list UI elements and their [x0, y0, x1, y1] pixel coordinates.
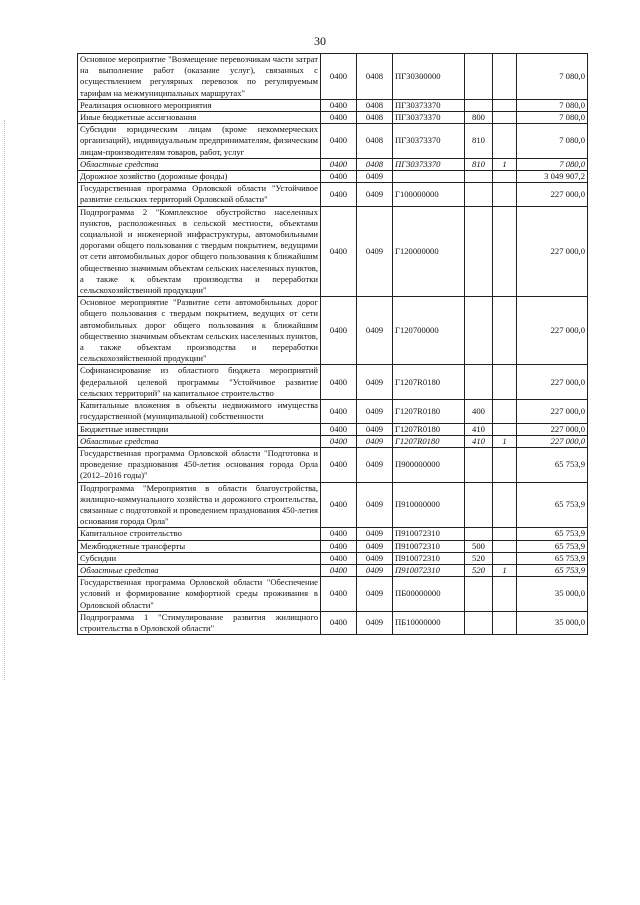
row-name: Основное мероприятие "Возмещение перевозчикам части затрат на выполнение работ (оказание услуг), связанных с осуществлением регулярных перевозок по регулируемым тарифам на межмуниципальных маршрутах" — [78, 54, 321, 100]
row-expense-type-code — [465, 54, 493, 100]
table-row — [78, 577, 588, 612]
row-subsection-code: 0409 — [357, 297, 393, 365]
row-section-code: 0400 — [321, 112, 357, 124]
row-amount: 227 000,0 — [517, 297, 588, 365]
row-expense-type-code: 520 — [465, 552, 493, 564]
row-name: Областные средства — [78, 158, 321, 170]
row-section-code: 0400 — [321, 171, 357, 183]
row-section-code: 0400 — [321, 540, 357, 552]
row-expense-type-code — [465, 611, 493, 634]
row-amount: 7 080,0 — [517, 99, 588, 111]
row-source-code — [493, 112, 517, 124]
table-row — [78, 552, 588, 564]
row-name: Подпрограмма 2 "Комплексное обустройство населенных пунктов, расположенных в сельской местности, объектами социальной и инженерной инфраструктуры, автомобильными дорогами общего пользования с твердым покрытием, ведущими от сети автомобильных дорог общего пользования к ближайшим общественно значимым объектам сельских населенных пунктов, а также к объектам производства и переработки сельскохозяйственной продукции" — [78, 206, 321, 297]
row-target-article-code: П910072310 — [393, 564, 465, 576]
row-subsection-code: 0409 — [357, 577, 393, 612]
row-target-article-code: ПГ30373370 — [393, 99, 465, 111]
row-amount: 65 753,9 — [517, 447, 588, 482]
row-expense-type-code — [465, 577, 493, 612]
row-name: Подпрограмма "Мероприятия в области благоустройства, жилищно-коммунального хозяйства и дорожного строительства, связанные с подготовкой и проведением празднования 450-летия основания города Орла" — [78, 482, 321, 528]
row-subsection-code: 0408 — [357, 124, 393, 159]
table-row — [78, 365, 588, 400]
row-subsection-code: 0409 — [357, 206, 393, 297]
row-subsection-code: 0409 — [357, 171, 393, 183]
row-amount: 65 753,9 — [517, 482, 588, 528]
row-expense-type-code — [465, 365, 493, 400]
row-subsection-code: 0409 — [357, 365, 393, 400]
row-name: Основное мероприятие "Развитие сети автомобильных дорог общего пользования с твердым покрытием, ведущих от сети автомобильных дорог общего пользования к ближайшим общественно значимым объектам сельских населенных пунктов, а также объектам производства и переработки сельскохозяйственной продукции" — [78, 297, 321, 365]
row-subsection-code: 0409 — [357, 447, 393, 482]
row-amount: 65 753,9 — [517, 564, 588, 576]
row-expense-type-code: 810 — [465, 158, 493, 170]
row-target-article-code: Г120000000 — [393, 206, 465, 297]
row-expense-type-code — [465, 99, 493, 111]
row-subsection-code: 0408 — [357, 158, 393, 170]
row-source-code — [493, 206, 517, 297]
row-name: Софинансирование из областного бюджета мероприятий федеральной целевой программы "Устойчивое развитие сельских территорий" на капитальное строительство — [78, 365, 321, 400]
row-target-article-code: ПБ00000000 — [393, 577, 465, 612]
row-subsection-code: 0408 — [357, 54, 393, 100]
row-subsection-code: 0409 — [357, 423, 393, 435]
table-row — [78, 54, 588, 100]
row-name: Капитальные вложения в объекты недвижимого имущества государственной (муниципальной) собственности — [78, 400, 321, 423]
row-section-code: 0400 — [321, 528, 357, 540]
row-source-code — [493, 124, 517, 159]
row-expense-type-code — [465, 297, 493, 365]
row-expense-type-code — [465, 528, 493, 540]
row-amount: 65 753,9 — [517, 552, 588, 564]
table-row — [78, 158, 588, 170]
row-source-code: 1 — [493, 435, 517, 447]
row-expense-type-code: 400 — [465, 400, 493, 423]
row-target-article-code: Г1207R0180 — [393, 365, 465, 400]
row-section-code: 0400 — [321, 99, 357, 111]
row-amount: 227 000,0 — [517, 206, 588, 297]
row-amount: 7 080,0 — [517, 158, 588, 170]
row-section-code: 0400 — [321, 206, 357, 297]
row-name: Государственная программа Орловской области "Устойчивое развитие сельских территорий Орловской области" — [78, 183, 321, 206]
row-name: Областные средства — [78, 435, 321, 447]
table-row — [78, 124, 588, 159]
row-section-code: 0400 — [321, 482, 357, 528]
row-subsection-code: 0409 — [357, 564, 393, 576]
row-name: Подпрограмма 1 "Стимулирование развития жилищного строительства в Орловской области" — [78, 611, 321, 634]
row-expense-type-code: 810 — [465, 124, 493, 159]
row-source-code — [493, 297, 517, 365]
row-section-code: 0400 — [321, 447, 357, 482]
row-amount: 7 080,0 — [517, 112, 588, 124]
row-source-code — [493, 183, 517, 206]
scan-margin-mark — [4, 120, 6, 680]
row-amount: 35 000,0 — [517, 577, 588, 612]
table-row — [78, 447, 588, 482]
row-subsection-code: 0408 — [357, 112, 393, 124]
row-expense-type-code: 410 — [465, 423, 493, 435]
row-source-code — [493, 447, 517, 482]
row-amount: 35 000,0 — [517, 611, 588, 634]
row-name: Государственная программа Орловской области "Подготовка и проведение празднования 450-летия основания города Орла (2012–2016 годы)" — [78, 447, 321, 482]
row-amount: 7 080,0 — [517, 54, 588, 100]
row-name: Реализация основного мероприятия — [78, 99, 321, 111]
row-section-code: 0400 — [321, 365, 357, 400]
row-expense-type-code: 410 — [465, 435, 493, 447]
row-name: Государственная программа Орловской области "Обеспечение условий и формирование комфортной среды проживания в Орловской области" — [78, 577, 321, 612]
row-section-code: 0400 — [321, 423, 357, 435]
table-row — [78, 206, 588, 297]
row-subsection-code: 0409 — [357, 400, 393, 423]
row-target-article-code: Г1207R0180 — [393, 435, 465, 447]
budget-table — [77, 53, 588, 635]
row-name: Иные бюджетные ассигнования — [78, 112, 321, 124]
row-amount: 227 000,0 — [517, 183, 588, 206]
row-target-article-code: Г100000000 — [393, 183, 465, 206]
row-target-article-code: П910000000 — [393, 482, 465, 528]
row-target-article-code: Г1207R0180 — [393, 423, 465, 435]
row-amount: 227 000,0 — [517, 365, 588, 400]
row-section-code: 0400 — [321, 552, 357, 564]
row-source-code — [493, 577, 517, 612]
row-target-article-code: ПГ30373370 — [393, 124, 465, 159]
row-expense-type-code: 520 — [465, 564, 493, 576]
row-source-code — [493, 54, 517, 100]
row-section-code: 0400 — [321, 158, 357, 170]
row-target-article-code: Г1207R0180 — [393, 400, 465, 423]
row-expense-type-code — [465, 447, 493, 482]
row-source-code — [493, 365, 517, 400]
row-source-code — [493, 611, 517, 634]
table-row — [78, 528, 588, 540]
row-section-code: 0400 — [321, 183, 357, 206]
row-expense-type-code: 500 — [465, 540, 493, 552]
row-subsection-code: 0409 — [357, 435, 393, 447]
row-subsection-code: 0409 — [357, 183, 393, 206]
row-source-code — [493, 552, 517, 564]
row-source-code — [493, 528, 517, 540]
row-target-article-code: П910072310 — [393, 552, 465, 564]
table-row — [78, 99, 588, 111]
row-amount: 7 080,0 — [517, 124, 588, 159]
row-section-code: 0400 — [321, 577, 357, 612]
row-expense-type-code — [465, 183, 493, 206]
row-target-article-code: ПГ30373370 — [393, 158, 465, 170]
row-section-code: 0400 — [321, 400, 357, 423]
table-row — [78, 482, 588, 528]
row-section-code: 0400 — [321, 124, 357, 159]
row-target-article-code: Г120700000 — [393, 297, 465, 365]
row-expense-type-code — [465, 171, 493, 183]
row-section-code: 0400 — [321, 611, 357, 634]
row-target-article-code: ПГ30373370 — [393, 112, 465, 124]
row-target-article-code: П910072310 — [393, 528, 465, 540]
budget-table-body — [78, 54, 588, 635]
table-row — [78, 564, 588, 576]
row-name: Капитальное строительство — [78, 528, 321, 540]
row-expense-type-code: 800 — [465, 112, 493, 124]
row-source-code: 1 — [493, 564, 517, 576]
row-amount: 227 000,0 — [517, 400, 588, 423]
row-subsection-code: 0408 — [357, 99, 393, 111]
row-source-code — [493, 482, 517, 528]
row-amount: 65 753,9 — [517, 528, 588, 540]
row-amount: 227 000,0 — [517, 435, 588, 447]
row-subsection-code: 0409 — [357, 552, 393, 564]
row-name: Бюджетные инвестиции — [78, 423, 321, 435]
table-row — [78, 423, 588, 435]
row-name: Субсидии юридическим лицам (кроме некоммерческих организаций), индивидуальным предпринимателям, физическим лицам-производителям товаров, работ, услуг — [78, 124, 321, 159]
table-row — [78, 435, 588, 447]
row-subsection-code: 0409 — [357, 482, 393, 528]
table-row — [78, 540, 588, 552]
row-amount: 3 049 907,2 — [517, 171, 588, 183]
row-target-article-code — [393, 171, 465, 183]
table-row — [78, 400, 588, 423]
page-number: 30 — [314, 34, 326, 48]
row-name: Межбюджетные трансферты — [78, 540, 321, 552]
row-subsection-code: 0409 — [357, 528, 393, 540]
row-name: Дорожное хозяйство (дорожные фонды) — [78, 171, 321, 183]
row-target-article-code: ПГ30300000 — [393, 54, 465, 100]
row-target-article-code: П900000000 — [393, 447, 465, 482]
row-source-code — [493, 400, 517, 423]
row-amount: 227 000,0 — [517, 423, 588, 435]
row-source-code — [493, 540, 517, 552]
row-section-code: 0400 — [321, 564, 357, 576]
table-row — [78, 183, 588, 206]
table-row — [78, 171, 588, 183]
row-source-code — [493, 423, 517, 435]
table-row — [78, 297, 588, 365]
row-expense-type-code — [465, 206, 493, 297]
row-section-code: 0400 — [321, 297, 357, 365]
row-target-article-code: ПБ10000000 — [393, 611, 465, 634]
row-subsection-code: 0409 — [357, 540, 393, 552]
row-source-code: 1 — [493, 158, 517, 170]
row-name: Субсидии — [78, 552, 321, 564]
row-amount: 65 753,9 — [517, 540, 588, 552]
table-row — [78, 112, 588, 124]
row-target-article-code: П910072310 — [393, 540, 465, 552]
row-section-code: 0400 — [321, 54, 357, 100]
row-subsection-code: 0409 — [357, 611, 393, 634]
row-section-code: 0400 — [321, 435, 357, 447]
row-source-code — [493, 99, 517, 111]
row-name: Областные средства — [78, 564, 321, 576]
table-row — [78, 611, 588, 634]
row-source-code — [493, 171, 517, 183]
row-expense-type-code — [465, 482, 493, 528]
